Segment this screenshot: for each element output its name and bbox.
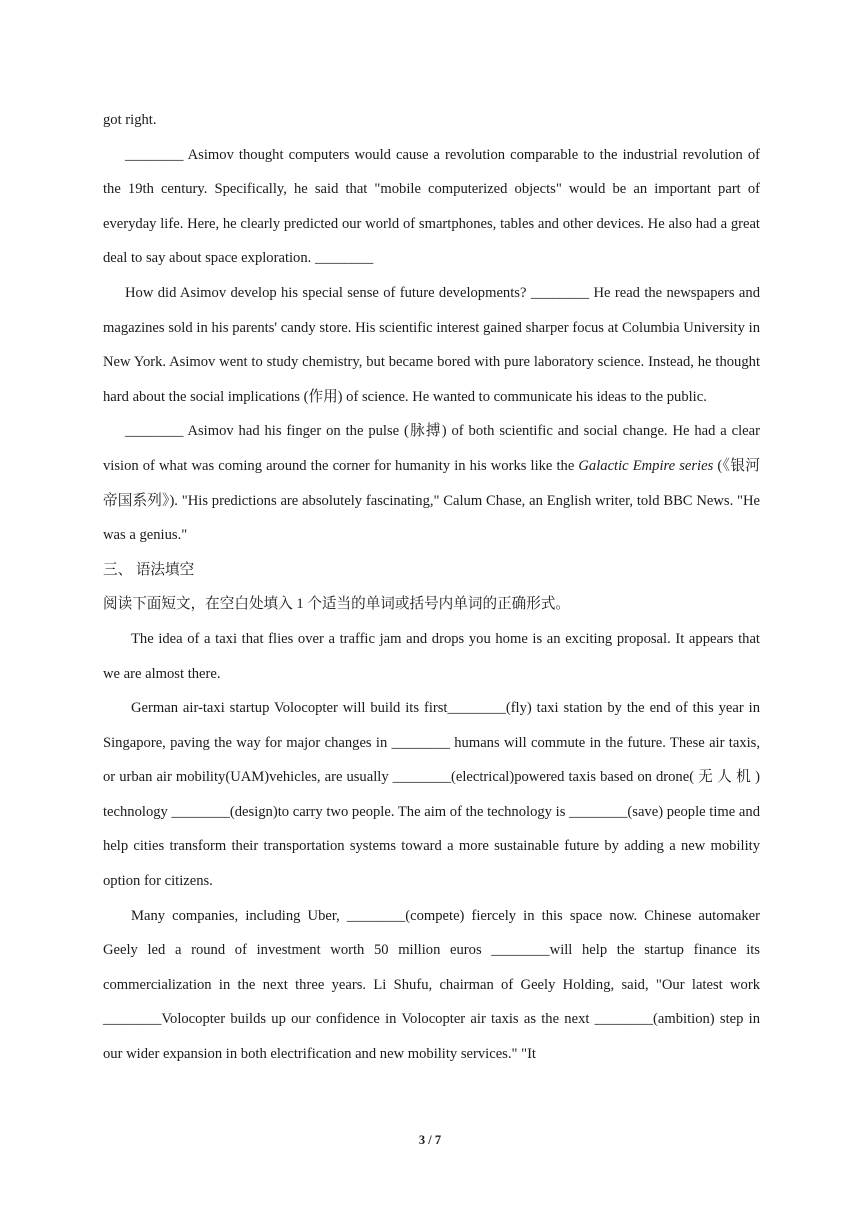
paragraph: ________ Asimov thought computers would cause a revolution comparable to the industrial revolution of the 19th century. Specifically, he said that "mobile computerized objects" would be an important part of everyday life. Here, he clearly predicted our world of smartphones, tables and other devices. He also had a great deal to say about space exploration. ________ — [103, 146, 760, 267]
passage-paragraph: German air-taxi startup Volocopter will build its first________(fly) taxi station by the end of this year in Singapore, paving the way for major changes in ________ humans will commute in the future. These air taxis, or urban air mobility(UAM)vehicles, are usually ________(electrical)powered taxis based on drone( 无 人 机 ) technology ________(design)to carry two people. The aim of the technology is ________(save) people time and help cities transform their transportation systems toward a more sustainable future by adding a new mobility option for citizens. — [103, 700, 760, 890]
passage-paragraph: Many companies, including Uber, ________(compete) fiercely in this space now. Chinese automaker Geely led a round of investment worth 50 million euros ________will help the startup finance its commercialization in the next three years. Li Shufu, chairman of Geely Holding, said, "Our latest work ________Volocopter builds up our confidence in Volocopter air taxis as the next ________(ambition) step in our wider expansion in both electrification and new mobility services." "It — [103, 907, 760, 1063]
paragraph-text: ________ Asimov had his finger on the pulse (脉搏) of both scientific and social change. He had a clear vision of what was coming around the corner for humanity in his works like the — [103, 423, 760, 474]
document-body — [103, 103, 760, 1072]
passage-paragraph: The idea of a taxi that flies over a traffic jam and drops you home is an exciting proposal. It appears that we are almost there. — [103, 630, 760, 682]
paragraph: got right. — [103, 112, 157, 128]
page-number: 3 / 7 — [418, 1133, 442, 1147]
instruction: 阅读下面短文，在空白处填入 1 个适当的单词或括号内单词的正确形式。 — [103, 596, 571, 613]
paragraph — [103, 414, 760, 552]
paragraph: How did Asimov develop his special sense of future developments? ________ He read the newspapers and magazines sold in his parents' candy store. His scientific interest gained sharper focus at Columbia University in New York. Asimov went to study chemistry, but became bored with pure laboratory science. Instead, he thought hard about the social implications (作用) of science. He wanted to communicate his ideas to the public. — [103, 284, 760, 405]
section-heading: 三、 语法填空 — [103, 561, 195, 578]
paragraph-text: (《银河帝国系列》). "His predictions are absolutely fascinating," Calum Chase, an English writer, told BBC News. "He was a genius." — [103, 457, 760, 544]
book-title: Galactic Empire series — [578, 457, 714, 474]
